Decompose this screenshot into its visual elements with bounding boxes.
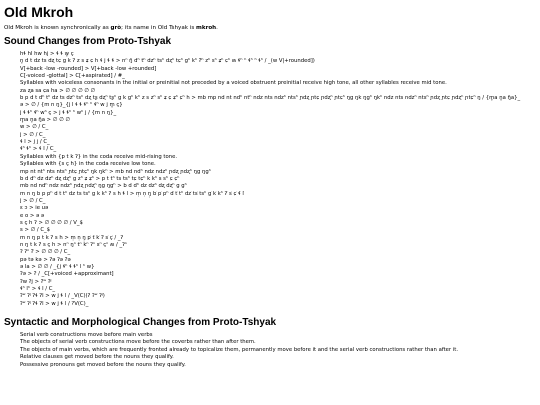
sound-change-item: • j > ∅ / C_ <box>20 132 536 139</box>
sound-change-item: • mp nt ntʰ nts ntsʰ ɲtɕ ɲtɕʰ ŋk ŋkʰ > mb nd ndʰ ndz ndzʰ ɲdʐ ɲdʐʰ ŋg ŋgʰ <box>20 169 536 176</box>
sound-change-item: • e o > ə ə <box>20 213 536 220</box>
sound-change-item: • n ŋ t k ʔ s ç h > nⁿ ŋⁿ tⁿ kⁿ ʔⁿ sⁿ çⁿ ʍ / _ʔⁿ <box>20 242 536 249</box>
page-title: Old Mkroh <box>4 4 74 20</box>
sound-change-item: • ʔʷ ʔʲ ʔɬ ʔl > w j ɬ l / ?V(C)_ <box>20 301 536 308</box>
sound-change-item: • s ç h ʔ > ∅ ∅ ∅ ∅ / V_$ <box>20 220 536 227</box>
sound-change-item: • Syllables with {p t k ʔ} in the coda receive mid-rising tone. <box>20 154 536 161</box>
sound-change-item: • hɬ hl hw hj > ɬ ɬ w̥ ç <box>20 51 536 58</box>
sound-change-item: • ʔʷ ʔʲ ʔɬ ʔl > w j ɬ l / _V(C)(ʔ ʔʷ ʔʲ) <box>20 293 536 300</box>
intro-suffix: . <box>216 25 218 31</box>
sound-change-item: • ʔw ʔj > ʔʷ ʔʲ <box>20 279 536 286</box>
intro-prefix: Old Mkroh is known synchronically as <box>4 25 111 31</box>
intro-middle: ; its name in Old Tshyak is <box>121 25 197 31</box>
sound-change-item: • j ɬ ɬʰ ɬʰ wʰ ç > j ɬ ɬʰ ʰ wʰ j / {m n ŋ}_ <box>20 110 536 117</box>
sound-change-item: • ʔə > ʔ / _C[+voiced +approximant] <box>20 271 536 278</box>
sound-change-item: • w > ∅ / C_ <box>20 124 536 131</box>
sound-change-item: • m n ŋ b p pʰ d t tʰ dz ts tsʰ g k kʰ ʔ s h ɬ l > m̩ n̩ ŋ̩ b̚ p̚ pʰ d̚ t̚ tʰ dz̚ ts̚ tsʰ g̚ k̚ kʰ ʔ̚ s̚ ɕ̚ ɬ̚ l̚ <box>20 191 536 198</box>
section-heading-sound-changes: Sound Changes from Proto-Tshyak <box>4 36 172 47</box>
sound-change-item: • b d dʰ dz dzʰ dʐ dʐʰ g zʰ ʑ ʑʰ > p t tʰ ts tsʰ tɕ tɕʰ k kʰ s sʰ ɕ ɕʰ <box>20 176 536 183</box>
sound-change-item: • ɛ ɔ > ie uə <box>20 205 536 212</box>
section-heading-syntax-changes: Syntactic and Morphological Changes from Proto-Tshyak <box>4 317 277 329</box>
sound-change-item: • m̥a n̥a ŋ̊a > ∅ ∅ ∅ <box>20 117 536 124</box>
intro-paragraph <box>4 25 536 32</box>
syntax-change-item: • The objects of main verbs, which are frequently fronted already to topicalize them, permanently move before it and the serial verb constructions rather than after it. <box>20 347 536 354</box>
sound-change-item: • m n ŋ p t k ʔ s h > m̩ n̩ ŋ̩ p̚ t̚ k̚ ʔ̚ s̚ ç̚ / _ʔ <box>20 235 536 242</box>
sound-change-item: • b p d t dʰ tʰ dz ts dzʰ tsʰ dʐ tʂ dʐʰ tʂʰ g k gʰ kʰ z s zʰ sʰ ʑ ɕ ʑʰ ɕʰ h > mb mp nd nt ndʰ ntʰ ndz nts ndzʰ ntsʰ ɲdʐ ɲtɕ ɲdʐʰ ɲtɕʰ ŋg ŋk ŋgʰ ŋkʰ ndz nts ndzʰ ntsʰ ɲdʐ ɲtɕ ɲdʐʰ ɲtɕʰ ŋ / {m̥a n̥a ŋ̊a}_ <box>20 95 536 102</box>
sound-change-item: • Syllables with {s ç h} in the coda receive low tone. <box>20 161 536 168</box>
sound-change-item: • n̥ d t dz ts dʐ tɕ g k ʔ z s ʑ ɕ h ɬ j ɬ ɬ > nⁿ ŋ̊ dʰ tʰ dzʰ tsʰ dʐʰ tɕʰ gʰ kʰ ʔʰ zʰ sʰ ʑʰ ɕʰ ʍ ɬʰ ʰ ɬʰ ʰ ɬʰ / _(w V|+rounded]) <box>20 58 536 65</box>
sound-change-item: • C[-voiced -glottal] > C[+aspirated] / #_ <box>20 73 536 80</box>
tshyak-name: mkroh <box>196 25 217 31</box>
sound-change-item: • j > ∅ / C_ <box>20 198 536 205</box>
sound-change-item: • V[+back -low -rounded] > V[+back -low +rounded] <box>20 66 536 73</box>
sound-change-item: • ə la > ∅ ∅ / _{j ɬʰ ɬ ɬʰ l ʰ w} <box>20 264 536 271</box>
sound-change-item: • pə tə kə > ʔə ʔə ʔə <box>20 257 536 264</box>
synchronic-name: grò <box>110 25 122 31</box>
sound-change-item: • ə > ∅ / {m n ŋ}_{j l ɬ ɬ ɬʰ ʰ ɬʰ w j m̥ ç} <box>20 102 536 109</box>
sound-change-item: • ʔ ʔⁿ ʔ̚ > ∅ ∅ ∅ / C_ <box>20 249 536 256</box>
sound-change-item: • s > ∅ / C_$ <box>20 227 536 234</box>
sound-change-item: • ɬʰ ɬʰ > ɬ l / C_ <box>20 146 536 153</box>
sound-change-item: • ɬʰ lʰ > ɬ l / C_ <box>20 286 536 293</box>
syntax-change-item: • Possessive pronouns get moved before the nouns they qualify. <box>20 362 536 369</box>
sound-change-item: • Syllables with voiceless consonants in the initial or preinitial not preceded by a voiced obstruent preinitial receive high tone, all other syllables receive mid tone. <box>20 80 536 87</box>
sound-change-item: • za ʐa sa ɕa ha > ∅ ∅ ∅ ∅ ∅ <box>20 88 536 95</box>
sound-change-item: • ɬ l > j j / C_ <box>20 139 536 146</box>
syntax-change-item: • Relative clauses get moved before the nouns they qualify. <box>20 354 536 361</box>
sound-changes-list <box>4 51 536 308</box>
sound-change-item: • mb nd ndʰ ndz ndzʰ ɲdʐ ɲdʐʰ ŋg ŋgʰ > b d dʰ dz dzʰ dʐ dʐʰ g gʰ <box>20 183 536 190</box>
syntax-changes-list <box>4 332 536 369</box>
syntax-change-item: • Serial verb constructions move before main verbs <box>20 332 536 339</box>
syntax-change-item: • The objects of serial verb constructions move before the coverbs rather than after them. <box>20 339 536 346</box>
